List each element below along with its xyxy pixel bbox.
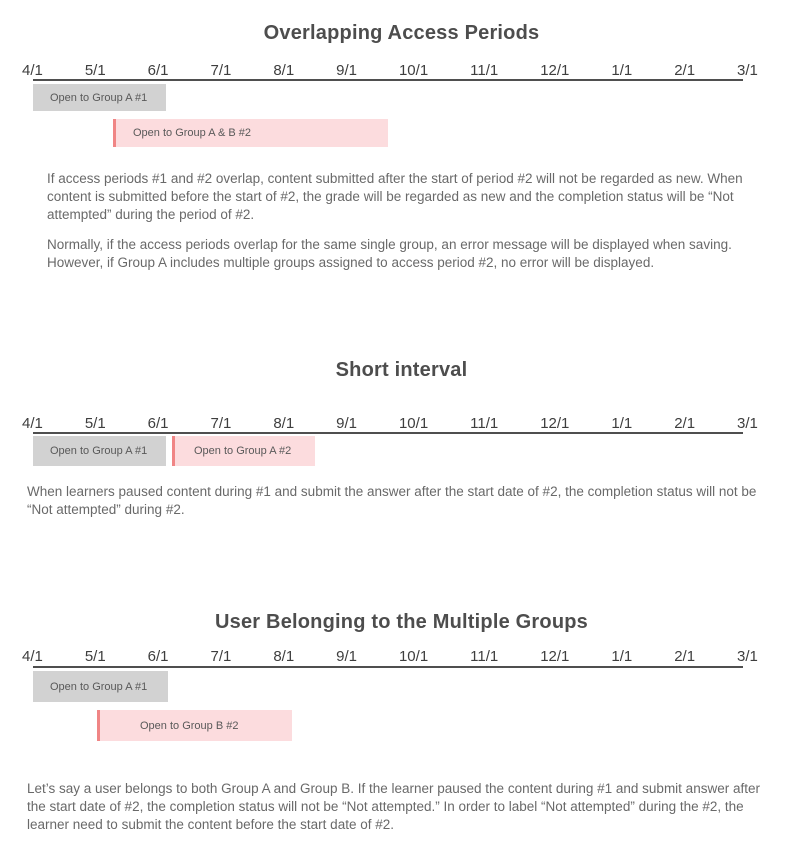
month-label: 3/1 bbox=[737, 648, 758, 665]
month-label: 4/1 bbox=[22, 415, 43, 432]
description-paragraph: When learners paused content during #1 and submit the answer after the start date of #2, the completion status will not be “Not attempted” during #2. bbox=[27, 484, 757, 517]
month-label: 7/1 bbox=[210, 415, 232, 432]
timeline-axis-labels bbox=[22, 647, 758, 665]
month-label: 7/1 bbox=[210, 62, 232, 79]
month-label: 12/1 bbox=[540, 648, 570, 665]
month-label: 8/1 bbox=[273, 648, 295, 665]
timeline-axis-line bbox=[33, 432, 743, 434]
month-label: 3/1 bbox=[737, 62, 758, 79]
month-label: 8/1 bbox=[273, 415, 295, 432]
section-title-overlapping-access-periods: Overlapping Access Periods bbox=[263, 22, 540, 44]
month-label: 1/1 bbox=[611, 62, 633, 79]
month-label: 4/1 bbox=[22, 62, 43, 79]
month-label: 5/1 bbox=[84, 62, 106, 79]
month-label: 1/1 bbox=[611, 648, 633, 665]
month-label: 2/1 bbox=[674, 648, 696, 665]
timeline-axis-line bbox=[33, 666, 743, 668]
section-title-short-interval: Short interval bbox=[335, 359, 468, 381]
period-bar-open-to-group-b-2: Open to Group B #2 bbox=[97, 710, 292, 741]
period-bar-open-to-group-a-and-b-2: Open to Group A & B #2 bbox=[113, 119, 388, 147]
month-label: 8/1 bbox=[273, 62, 295, 79]
month-label: 6/1 bbox=[147, 415, 169, 432]
month-label: 4/1 bbox=[22, 648, 43, 665]
month-label: 10/1 bbox=[398, 62, 429, 79]
section-title-user-belonging-to-multiple-groups: User Belonging to the Multiple Groups bbox=[215, 611, 588, 633]
month-label: 2/1 bbox=[674, 62, 696, 79]
month-label: 5/1 bbox=[84, 415, 106, 432]
month-label: 1/1 bbox=[611, 415, 633, 432]
description-paragraph: If access periods #1 and #2 overlap, content submitted after the start of period #2 will not be regarded as new. When content is submitted before the start of #2, the grade will be regarded as new and the completion status will be “Not attempted” during the period of #2. bbox=[47, 171, 743, 222]
month-label: 12/1 bbox=[540, 415, 570, 432]
description-paragraph: Let’s say a user belongs to both Group A and Group B. If the learner paused the content during #1 and submit answer after the start date of #2, the completion status will not be “Not attempted.” In order to label “Not attempted” during the #2, the learner need to submit the content before the start date of #2. bbox=[27, 781, 760, 832]
timeline-axis-line bbox=[33, 79, 743, 81]
month-label: 2/1 bbox=[674, 415, 696, 432]
month-label: 12/1 bbox=[540, 62, 570, 79]
period-bar-open-to-group-a-2: Open to Group A #2 bbox=[172, 436, 315, 466]
period-bar-open-to-group-a-1: Open to Group A #1 bbox=[33, 84, 166, 111]
month-label: 11/1 bbox=[470, 62, 499, 79]
description-paragraph: Normally, if the access periods overlap for the same single group, an error message will be displayed when saving. However, if Group A includes multiple groups assigned to access period #2, no error will be displayed. bbox=[47, 237, 732, 270]
timeline-axis-labels bbox=[22, 61, 758, 79]
period-bar-open-to-group-a-1: Open to Group A #1 bbox=[33, 671, 168, 702]
month-label: 6/1 bbox=[147, 648, 169, 665]
month-label: 9/1 bbox=[336, 62, 357, 79]
month-label: 10/1 bbox=[398, 648, 429, 665]
month-label: 5/1 bbox=[84, 648, 106, 665]
month-label: 9/1 bbox=[336, 415, 357, 432]
month-label: 11/1 bbox=[470, 648, 499, 665]
period-bar-open-to-group-a-1: Open to Group A #1 bbox=[33, 436, 166, 466]
month-label: 9/1 bbox=[336, 648, 357, 665]
month-label: 10/1 bbox=[398, 415, 429, 432]
month-label: 11/1 bbox=[470, 415, 499, 432]
month-label: 6/1 bbox=[147, 62, 169, 79]
month-label: 7/1 bbox=[210, 648, 232, 665]
timeline-axis-labels bbox=[22, 414, 758, 432]
month-label: 3/1 bbox=[737, 415, 758, 432]
